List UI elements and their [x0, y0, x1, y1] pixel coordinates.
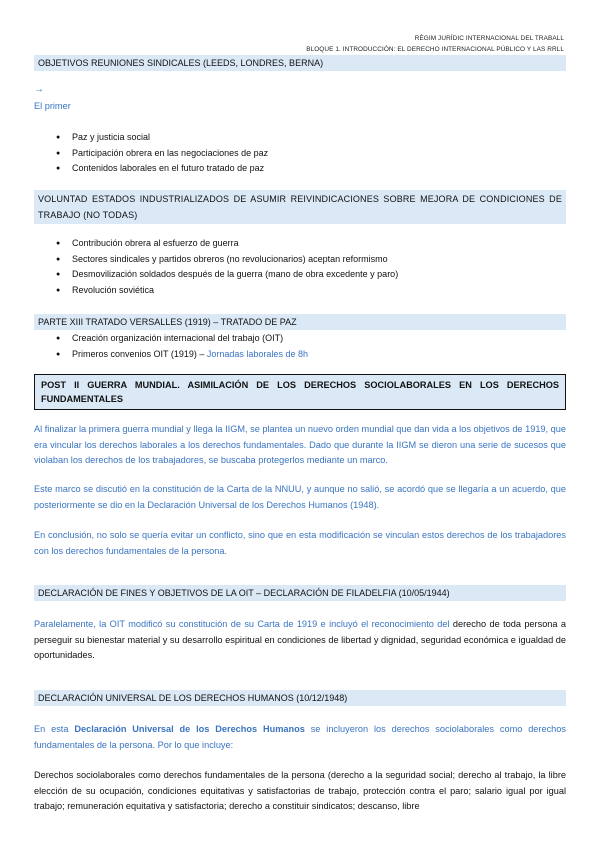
list-item [56, 347, 308, 363]
paragraph-dudh-2: Derechos sociolaborales como derechos fundamentales de la persona (derecho a la seguridad social; derecho al trabajo, la libre elección de su ocupación, condiciones equitativas y satisfactorias de trabajo, protección contra el paro; salario igual por igual trabajo; remuneración equitativa y satisfactoria; derecho a constituir sindicatos; descanso, libre [34, 770, 566, 811]
section-heading-versalles: PARTE XIII TRATADO VERSALLES (1919) – TRATADO DE PAZ [34, 314, 566, 330]
list-item: ● Revolución soviética [56, 283, 398, 299]
section-heading-reuniones: OBJETIVOS REUNIONES SINDICALES (LEEDS, LONDRES, BERNA) [34, 55, 566, 71]
paragraph-filadelfia-intro: Paralelamente, la OIT modificó su constitución de su Carta de 1919 e incluyó el reconocimiento del [34, 619, 453, 629]
running-header [306, 35, 564, 53]
section-heading-dudh: DECLARACIÓN UNIVERSAL DE LOS DERECHOS HUMANOS (10/12/1948) [34, 690, 566, 706]
header-line-1: RÈGIM JURÍDIC INTERNACIONAL DEL TRABALL [414, 35, 564, 42]
paragraph-post-guerra-2: Este marco se discutió en la constitución de la Carta de la NNUU, y aunque no salió, se acordó que se llegaría a un acuerdo, que posteriormente se dio en la Declaración Universal de los Derechos Humanos (1948). [34, 484, 566, 510]
list-item: ● Contenidos laborales en el futuro tratado de paz [56, 161, 268, 177]
header-line-2: BLOQUE 1. INTRODUCCIÓN: EL DERECHO INTERNACIONAL PÚBLICO Y LAS RRLL [306, 46, 564, 53]
paragraph-filadelfia-body: derecho de toda persona a perseguir su bienestar material y su desarrollo espiritual en condiciones de libertad y dignidad, seguridad económica e igualdad de oportunidades. [34, 619, 566, 660]
list-item-text: Primeros convenios OIT (1919) – [72, 348, 207, 359]
arrow-icon: → [34, 84, 44, 95]
section-heading-filadelfia: DECLARACIÓN DE FINES Y OBJETIVOS DE LA OIT – DECLARACIÓN DE FILADELFIA (10/05/1944) [34, 585, 566, 601]
list-item: ● Participación obrera en las negociaciones de paz [56, 146, 268, 162]
paragraph-filadelfia [34, 617, 566, 664]
list-item: ● Sectores sindicales y partidos obreros (no revolucionarios) aceptan reformismo [56, 252, 398, 268]
versalles-list [56, 331, 308, 362]
list-item-highlight: Jornadas laborales de 8h [206, 348, 308, 359]
list-item: ● Desmovilización soldados después de la guerra (mano de obra excedente y paro) [56, 267, 398, 283]
list-item: ● Contribución obrera al esfuerzo de guerra [56, 236, 398, 252]
voluntad-list [56, 236, 398, 298]
paragraph-dudh-emphasis: Declaración Universal de los Derechos Humanos [74, 724, 305, 734]
paragraph-dudh-text: En esta [34, 724, 75, 734]
paragraph-post-guerra-3: En conclusión, no solo se quería evitar un conflicto, sino que en esta modificación se vinculan estos derechos de los trabajadores con los derechos fundamentales de la persona. [34, 530, 566, 556]
objetivos-list [56, 130, 268, 177]
section-heading-post-guerra: POST II GUERRA MUNDIAL. ASIMILACIÓN DE LOS DERECHOS SOCIOLABORALES EN LOS DERECHOS FUNDAMENTALES [34, 374, 566, 410]
list-item: ● Paz y justicia social [56, 130, 268, 146]
section-heading-voluntad: VOLUNTAD ESTADOS INDUSTRIALIZADOS DE ASUMIR REIVINDICACIONES SOBRE MEJORA DE CONDICIONES DE TRABAJO (NO TODAS) [34, 190, 566, 224]
paragraph-dudh-text-2: se incluyeron los derechos sociolaborales como derechos fundamentales de la persona. Por lo que incluye: [34, 724, 566, 750]
paragraph-dudh-1 [34, 722, 566, 753]
list-item [56, 331, 308, 347]
intro-text: El primer [34, 101, 71, 111]
paragraph-post-guerra-1: Al finalizar la primera guerra mundial y llega la IIGM, se plantea un nuevo orden mundial que dan vida a los objetivos de 1919, que era vincular los derechos laborales a los derechos fundamentales. Dado que durante la IIGM se dieron una serie de sucesos que violaban los derechos de los trabajadores, se buscaba protegerlos mediante un marco. [34, 424, 566, 465]
list-item-text: Creación organización internacional del trabajo (OIT) [72, 333, 284, 343]
